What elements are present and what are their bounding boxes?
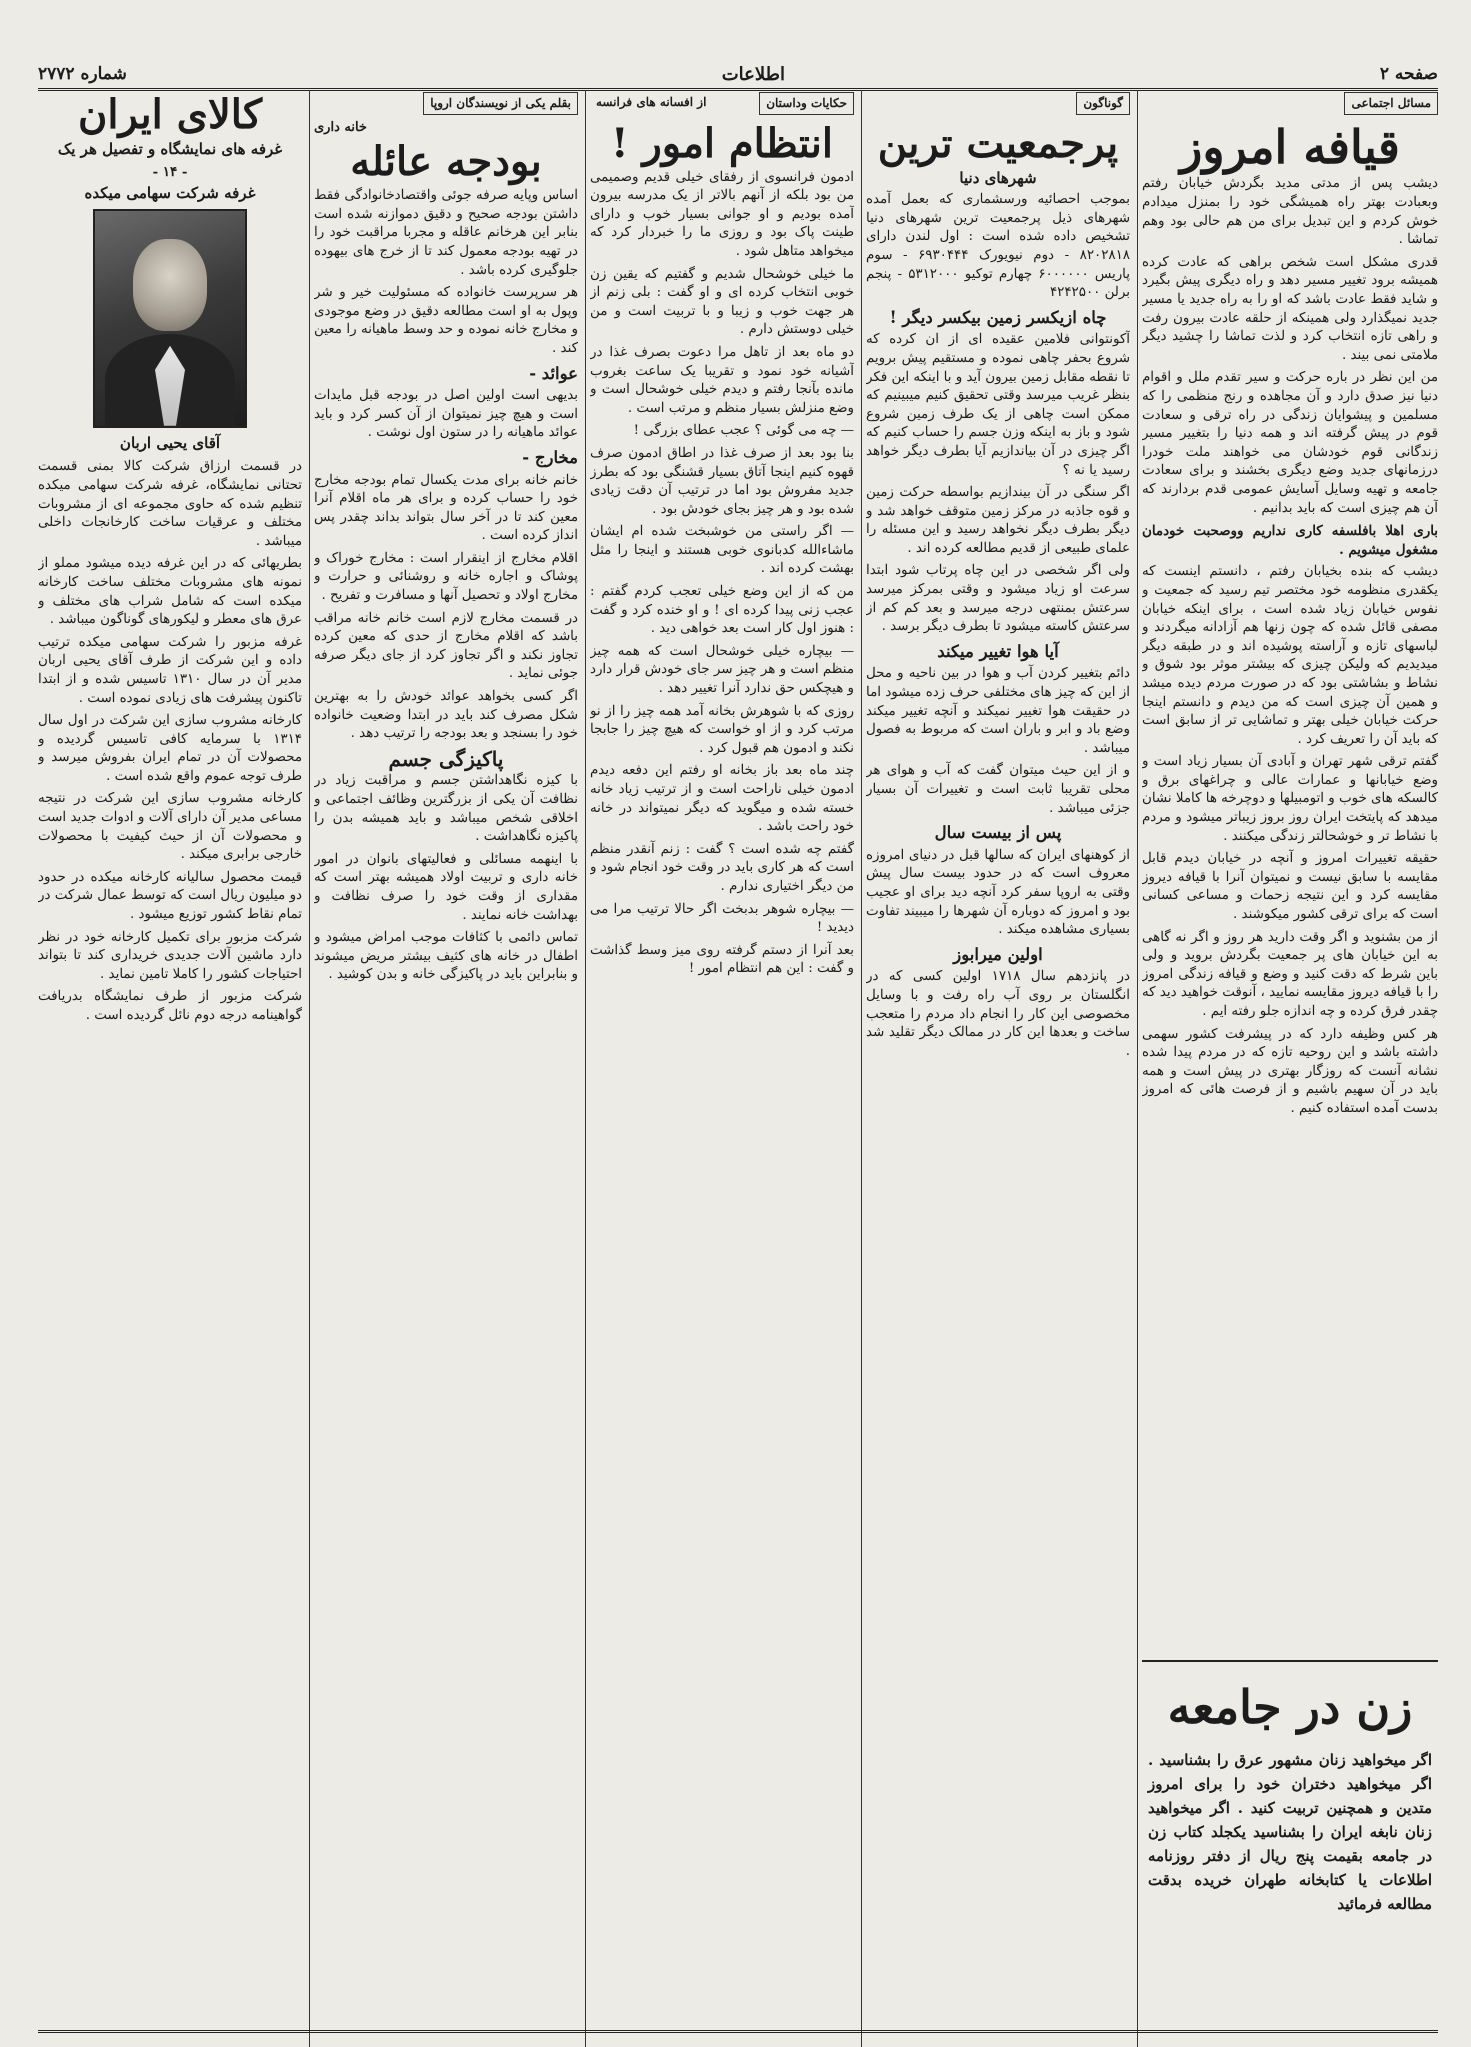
article-paragraph: بموجب احصائیه ورسشماری که بعمل آمده شهرهای ذیل پرجمعیت ترین شهرهای دنیا تشخیص داده شده است : اول لندن دارای ۸۲۰۲۸۱۸ - دوم نیویورک ۶۹۳۰۴۴۴ - سوم پاریس ۶۰۰۰۰۰۰ چهارم توکیو ۵۳۱۲۰۰۰ - پنجم برلن ۴۲۴۲۵۰۰ [866,192,1130,301]
column-divider [585,90,586,2047]
section-kicker: حکایات وداستان [759,92,854,115]
article-paragraph: شرکت مزبور برای تکمیل کارخانه خود در نظر دارد ماشین آلات جدیدی خریداری کند تا بتواند احتیاجات کشور را کاملا تامین نماید . [38,929,302,982]
column-divider [1137,90,1138,2047]
issue-number: شماره ۲۷۷۲ [38,64,127,84]
article-paragraph: ما خیلی خوشحال شدیم و گفتیم که یقین زن خوبی انتخاب کرده ای و او گفت : بلی زنم از هر جهت خوب و زیبا و با تربیت است و من خیلی دوستش دارم . [590,266,854,338]
article-paragraph: شرکت مزبور از طرف نمایشگاه بدریافت گواهینامه درجه دوم نائل گردیده است . [38,989,302,1023]
article-paragraph: و از این حیث میتوان گفت که آب و هوای هر محلی تقریبا ثابت است و تغییرات آن بسیار جزئی میباشد . [866,763,1130,816]
article-paragraph: کارخانه مشروب سازی این شرکت در اول سال ۱۳۱۴ با سرمایه کافی تاسیس گردیده و محصولات آن در تمام ایران بفروش میرسد و طرف توجه عموم واقع شده است . [38,713,302,784]
article-title: پرجمعیت ترین [877,119,1119,167]
section-kicker: بقلم یکی از نویسندگان اروپا [423,92,578,115]
article-paragraph: ولی اگر شخصی در این چاه پرتاب شود ابتدا سرعت او زیاد میشود و وقتی بمرکز میرسد سرعتش بمنتهی درجه میرسد و بعد کم کم از سرعتش کاسته میشود تا بطرف دیگر برسد . [866,563,1130,635]
article-paragraph: از من بشنوید و اگر وقت دارید هر روز و اگر نه گاهی به این خیابان های پر جمعیت بگردش بروید و ولی باین شرط که دقت کنید و وضع و قیافه زندگی امروز را با قیافه دیروز مقایسه نمایید ، آنوقت خواهید دید که چقدر فرق کرده و چه اندازه جلو رفته ایم . [1142,929,1438,1020]
article-paragraph: بنا بود بعد از صرف غذا در اطاق ادمون صرف قهوه کنیم اینجا آتاق بسیار قشنگی بود که بطرز جدید مفروش بود اما در ترتیب آن دقت زیادی شده بود و هر چیز بجای خودش بود . [590,445,854,517]
article-paragraph: هر کس وظیفه دارد که در پیشرفت کشور سهمی داشته باشد و این روحیه تازه که در مردم پیدا شده نشانه آنست که روزگار بهتری در پیش است و همه باید در آن سهیم باشیم و از فرصت هائی که امروز بدست آمده استفاده کنیم . [1142,1026,1438,1116]
section-kicker: مسائل اجتماعی [1344,92,1438,115]
article-paragraph: — اگر راستی من خوشبخت شده ام ایشان ماشاءالله کدبانوی خوبی هستند و اینجا را مثل بهشت کرده اند . [590,524,854,577]
article-subtitle: غرفه های نمایشگاه و تفصیل هر یک [57,140,283,158]
article-paragraph: ادمون فرانسوی از رفقای خیلی قدیم وصمیمی من بود بلکه از آنهم بالاتر از یک مدرسه بیرون آمده بودیم و او جوانی بسیار خوب و دارای طینت پاک بود و روزی ما را خبردار کرد که میخواهد متاهل شود . [590,169,854,259]
masthead [38,58,1438,90]
section-heading: پس از بیست سال [934,823,1062,843]
article-paragraph: اگر سنگی در آن بیندازیم بواسطه حرکت زمین و قوه جاذبه در مرکز زمین متوقف خواهد شد و دیگر بطرف دیگر نخواهد رسید و این مسئله را علمای طبیعی از قدیم مطالعه کرده اند . [866,485,1130,556]
article-paragraph: قدری مشکل است شخص براهی که عادت کرده همیشه برود تغییر مسیر دهد و راه دیگری پیش بگیرد و شاید فقط عادت باشد که او را به راه جدید یا مسیر جدید نمیگذارد ولی همینکه از حلقه عادت بیرون رفت و راهی تازه انتخاب کرد و لذت تماشا را چشید دیگر ملامتی نمی بیند . [1142,254,1438,363]
column-story [590,90,854,2047]
newspaper-name: اطلاعات [721,63,785,85]
article-subtitle-2: غرفه شرکت سهامی میکده [84,184,256,203]
column-divider [309,90,310,2047]
article-paragraph: بعد آنرا از دستم گرفته روی میز وسط گذاشت و گفت : این هم انتظام امور ! [590,942,854,977]
article-paragraph: اقلام مخارج از اینقرار است : مخارج خوراک و پوشاک و اجاره خانه و روشنائی و حرارت و مخارج اولاد و تحصیل آنها و مسافرت و تفریح . [314,550,578,604]
section-kicker-secondary: خانه داری [314,119,367,135]
article-paragraph: من که از این وضع خیلی تعجب کردم گفتم : عجب زنی پیدا کرده ای ! و او خنده کرد و گفت : هنوز اول کار است بعد خواهی دید . [590,584,854,637]
column-household [314,90,578,2047]
article-paragraph: قیمت محصول سالیانه کارخانه میکده در حدود دو میلیون ریال است که توسط عمال شرکت در تمام نقاط کشور توزیع میشود . [38,869,302,923]
article-paragraph: بطریهائی که در این غرفه دیده میشود مملو از نمونه های مشروبات مختلف ساخت کارخانه میکده است که شامل شراب های مختلف و عرق های معطر و لیکورهای گوناگون میباشد . [38,556,302,628]
article-paragraph: از کوهنهای ایران که سالها قبل در دنیای امروزه معروف است که در حدود بیست سال پیش وقتی به اروپا سفر کرد آنچه دید برای او عجیب بود و امروز که دوباره آن شهرها را میبیند تفاوت بسیاری مشاهده میکند . [866,847,1130,938]
section-kicker-secondary: از افسانه های فرانسه [596,95,707,109]
article-paragraph: روزی که با شوهرش بخانه آمد همه چیز را از نو مرتب کرد و از او خواست که هیچ چیز را جابجا نکند و ادمون هم قبول کرد . [590,703,854,756]
article-paragraph: چند ماه بعد باز بخانه او رفتم این دفعه دیدم ادمون خیلی ناراحت است و از ترتیب زیاد خانه خسته شده و میگوید که دیگر نمیتواند در خانه خود راحت باشد . [590,763,854,835]
ad-title: زن در جامعه [1167,1680,1413,1734]
article-paragraph: دیشب پس از مدتی مدید بگردش خیابان رفتم وبعبادت بهتر راه همیشگی خود را بمنزل میدادم خوش کردم و این تبدیل برای من هم حالی بود وهم تماشا . [1142,176,1438,248]
article-paragraph: آکونتوانی فلامین عقیده ای از ان کرده که شروع بحفر چاهی نموده و مستقیم پیش برویم تا نقطه مقابل زمین بیرون آید و با اینکه این فکر بنظر غریب میرسد وقتی تحقیق کنیم میبینیم که ممکن است چاهی از یک طرف زمین شروع شود و باز به اینکه وزن جسم را حساب کنیم که اگر چیزی در آن بیاندازیم آیا بطرف دیگر خواهد رسید یا نه ؟ [866,332,1130,478]
portrait-photo [93,209,247,428]
article-paragraph: غرفه مزبور را شرکت سهامی میکده ترتیب داده و این شرکت از طرف آقای یحیی اربان مدیر آن در سال ۱۳۱۰ تاسیس شده و از ابتدا تاکنون پیشرفت های زیادی نموده است . [38,634,302,706]
article-paragraph: تماس دائمی با کثافات موجب امراض میشود و اطفال در خانه های کثیف بیشتر مریض میشوند و بنابراین باید در پاکیزگی خانه و بدن کوشید . [314,930,578,983]
section-heading: مخارج - [522,447,578,467]
article-paragraph: دیشب که بنده بخیابان رفتم ، دانستم اینست که یکقدری منظومه خود مختصر تیم رسید که جمعیت و نفوس خیابان زیاد شده است ، برای اینکه خیابان مصفی قائل شده که چون زنها هم آزادانه میگردند و لباسهای تازه و آراسته پوشیده اند و در طبقه دیگر میدیدیم که ولیکن چیزی که بیشتر موثر بود شوق و نشاط و بشاشتی بود که در صورت مردم دیده میشد و همین آن چیزی است که من دیدم و دانستم اینجا حرکت خیابان خیلی بهتر و تماشایی تر از سابق است که باید آن را تعریف کرد . [1142,564,1438,747]
article-paragraph: حقیقه تغییرات امروز و آنچه در خیابان دیدم قابل مقایسه با سابق نیست و نمیتوان آنرا با قیافه دیروز مقایسه کرد و این نتیجه زحمات و مساعی کسانی است که برای ترقی کشور میکوشند . [1142,851,1438,923]
article-title: قیافه امروز [1180,119,1400,174]
article-title: بودجه عائله [350,138,542,186]
article-paragraph: در قسمت مخارج لازم است خانم خانه مراقب باشد که اقلام مخارج از حدی که معین کرده تجاوز نکند و اگر تجاوز کرد از جای دیگر صرفه جوئی نماید . [314,610,578,682]
article-title: کالای ایران [77,91,263,138]
article-paragraph: بدیهی است اولین اصل در بودجه قبل مایدات است و هیچ چیز نمیتوان از آن کسر کرد و باید عوائد ماهیانه را در ستون اول نوشت . [314,388,578,441]
article-paragraph: خانم خانه برای مدت یکسال تمام بودجه مخارج خود را حساب کرده و برای هر ماه اقلام آنرا معین کند تا در آخر سال بتواند بداند چقدر پس انداز کرده است . [314,472,578,544]
column-iranian-goods [38,90,302,2047]
section-heading: آیا هوا تغییر میکند [937,641,1059,661]
article-paragraph: هر سرپرست خانواده که مسئولیت خیر و شر وپول به او است مطالعه دقیق در وضع موجودی و مخارج خانه نموده و حد وسط ماهیانه را معین کند . [314,285,578,356]
section-kicker: گوناگون [1076,92,1130,115]
article-paragraph: من این نظر در باره حرکت و سیر تقدم ملل و اقوام دنیا نیز صدق دارد و آن مجاهده و رنج منظمی را که مسلمین و پیشوایان زندگی در راه ترقی و سعادت قوم در پیش گرفته اند و همه دنیا را بتغییر مسیر زندگانی قوم خودشان می خواهند ملت خودرا درزمانهای جدید وضع دیگری بخشند و برای سعادت جامعه و تهیه وسایل آسایش عمومی قدم بردارند که آن هم چیزی است که باید بدانیم . [1142,370,1438,516]
section-heading: چاه ازیکسر زمین بیکسر دیگر ! [889,307,1107,327]
photo-caption: آقای یحیی اربان [119,433,221,452]
ad-body: اگر میخواهید زنان مشهور عرق را بشناسید . اگر میخواهید دختران خود را برای امروز متدین و همچنین تربیت کنید . اگر میخواهید زنان نابغه ایران را بشناسید یکجلد کتاب زن در جامعه بقیمت پنج ریال از دفتر روزنامه اطلاعات یا کتابخانه طهران خریده بدقت مطالعه فرمائید [1148,1751,1432,1913]
article-paragraph: — بیچاره خیلی خوشحال است که همه چیز منظم است و هر چیز سر جای خودش قرار دارد و هیچکس حق ندارد آنرا تغییر دهد . [590,643,854,697]
article-paragraph: کارخانه مشروب سازی این شرکت در نتیجه مساعی مدیر آن دارای آلات و ادوات جدید است و محصولات آن از حیث کیفیت با محصولات خارجی برابری میکند . [38,791,302,863]
section-heading: عوائد - [529,363,578,383]
page-bottom-rule [38,2030,1438,2033]
article-paragraph: در پانزدهم سال ۱۷۱۸ اولین کسی که در انگلستان بر روی آب راه رفت و با وسایل مخصوصی این کار را انجام داد مردم را متعجب ساخت و بعدها این کار در ممالک دیگر تقلید شد . [866,969,1130,1059]
article-paragraph: دائم بتغییر کردن آب و هوا در بین ناحیه و محل از این که چیز های مختلفی حرف زده میشود اما در حقیقت هوا تغییر نمیکند و آنچه تغییر میکند وضع باد و ابر و باران است که مربوط به فصول میباشد . [866,666,1130,756]
article-paragraph: با کیزه نگاهداشتن جسم و مراقبت زیاد در نظافت آن یکی از بزرگترین وظائف اجتماعی و اخلاقی شخص میباشد و باید همیشه بدن را پاکیزه نگاهداشت . [314,773,578,845]
section-heading: اولین میرابوز [953,944,1043,964]
article-paragraph: گفتم چه شده است ؟ گفت : زنم آنقدر منظم است که هر کاری باید در وقت خود انجام شود و من دیگر اختیاری ندارم . [590,841,854,894]
article-paragraph: باری اهلا بافلسفه کاری نداریم ووصحبت خودمان مشغول میشویم . [1142,523,1438,558]
article-paragraph: — چه می گوئی ؟ عجب عطای بزرگی ! [633,423,854,439]
column-miscellany [866,90,1130,2047]
article-paragraph: گفتم ترقی شهر تهران و آبادی آن بسیار زیاد است و وضع خیابانها و عمارات عالی و چراغهای برق و کالسکه های خوب و اتومبیلها و دوچرخه ها کاملا نشان میدهد که پایتخت ایران روز بروز زیباتر میشود و مردم با نشاط تر و خوشحالتر زندگی میکنند . [1142,754,1438,844]
article-paragraph: — بیچاره شوهر بدبخت اگر حالا ترتیب مرا می دیدید ! [590,901,854,936]
section-heading: پاکیزگی جسم [388,746,504,771]
page-number: صفحه ۲ [1379,64,1438,84]
article-subtitle: شهرهای دنیا [959,168,1037,187]
series-number: - ۱۴ - [152,163,188,180]
article-title: انتظام امور ! [610,119,833,167]
article-paragraph: در قسمت ارزاق شرکت کالا بمنی قسمت تحتانی نمایشگاه، غرفه شرکت سهامی میکده تنظیم شده که حاوی مجموعه ای از مشروبات مختلف و عرقیات ساخت کارخانجات داخلی میباشد . [38,459,302,549]
article-paragraph: اگر کسی بخواهد عوائد خودش را به بهترین شکل مصرف کند باید در ابتدا وضعیت خانواده خود را بسنجد و بعد بودجه را ترتیب دهد . [314,689,578,742]
book-advertisement [1142,1660,1438,2030]
article-paragraph: اساس وپایه صرفه جوئی واقتصادخانوادگی فقط داشتن بودجه صحیح و دقیق دموازنه شده است بنابر این هرخانم عاقله و مجربا مراقبت خود را در تهیه بودجه معمول کند تا از خرج های بیهوده جلوگیری کرده باشد . [314,188,578,278]
article-paragraph: دو ماه بعد از تاهل مرا دعوت بصرف غذا در آشیانه خود نمود و تقریبا یک ساعت بغروب مانده بآنجا رفتم و دیدم خیلی خوشحال است و وضع منزلش بسیار منظم و مرتب است . [590,344,854,416]
column-divider [861,90,862,2047]
article-paragraph: با اینهمه مسائلی و فعالیتهای بانوان در امور خانه داری و تربیت اولاد همیشه بهتر است که مقداری از وقت خود را صرف نظافت و بهداشت خانه نمایند . [314,851,578,923]
